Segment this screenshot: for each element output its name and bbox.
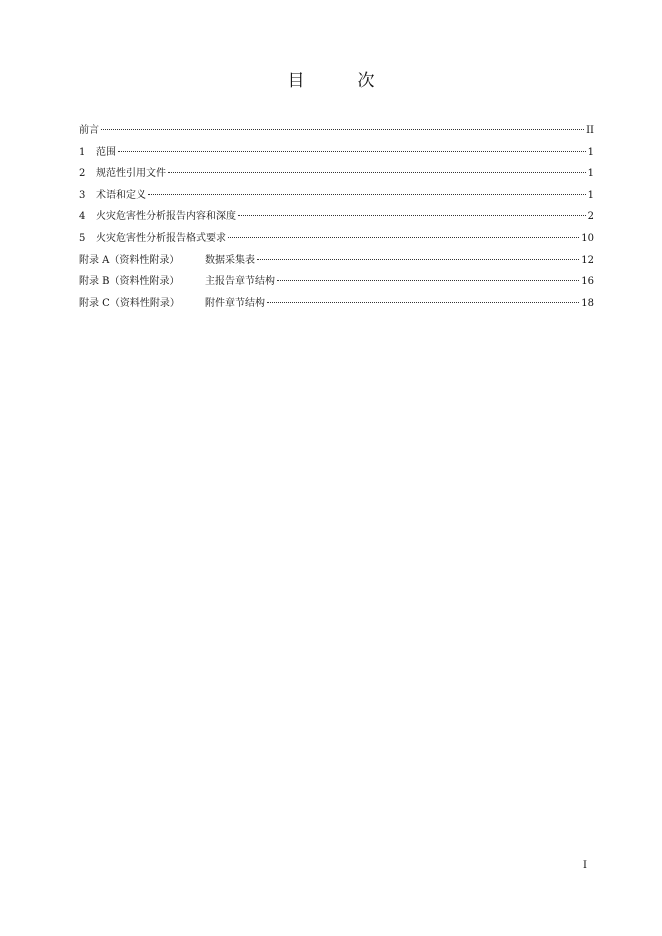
toc-entry-appendix-a[interactable]	[79, 254, 594, 276]
dot-leader	[101, 129, 584, 130]
toc-entry-normative-references[interactable]	[79, 167, 594, 189]
toc-entry-number: 3	[79, 189, 86, 201]
toc-entry-label: 规范性引用文件	[96, 168, 166, 180]
toc-entry-report-content-depth[interactable]	[79, 210, 594, 232]
toc-entry-appendix-prefix: 附录 A（资料性附录）	[79, 254, 180, 266]
toc-entry-label: 数据采集表	[205, 254, 255, 266]
footer-page-number: I	[583, 860, 587, 871]
toc-entry-appendix-prefix: 附录 C（资料性附录）	[79, 297, 180, 309]
table-of-contents	[79, 124, 594, 318]
toc-entry-report-format[interactable]	[79, 232, 594, 254]
dot-leader	[148, 194, 586, 195]
toc-entry-number: 5	[79, 232, 86, 244]
toc-entry-page: 1	[587, 189, 594, 201]
toc-entry-label: 前言	[79, 125, 99, 136]
toc-entry-foreword[interactable]	[79, 124, 594, 146]
toc-entry-appendix-c[interactable]	[79, 297, 594, 319]
toc-entry-scope[interactable]	[79, 146, 594, 168]
toc-entry-label: 术语和定义	[96, 189, 146, 201]
toc-entry-page: 1	[587, 146, 594, 158]
toc-entry-label: 范围	[96, 146, 116, 158]
toc-entry-label: 附件章节结构	[205, 297, 265, 309]
dot-leader	[267, 302, 579, 303]
dot-leader	[277, 280, 579, 281]
dot-leader	[257, 259, 579, 260]
toc-entry-page: 1	[587, 168, 594, 180]
toc-entry-page: 16	[581, 276, 594, 288]
toc-entry-label: 主报告章节结构	[205, 276, 275, 288]
toc-entry-page: II	[586, 125, 594, 136]
toc-entry-number: 4	[79, 211, 86, 223]
toc-entry-appendix-prefix: 附录 B（资料性附录）	[79, 276, 180, 288]
toc-entry-number: 2	[79, 168, 86, 180]
toc-entry-label: 火灾危害性分析报告内容和深度	[96, 211, 236, 223]
toc-entry-appendix-b[interactable]	[79, 275, 594, 297]
toc-entry-page: 12	[581, 254, 594, 266]
toc-entry-label: 火灾危害性分析报告格式要求	[96, 232, 226, 244]
toc-entry-page: 18	[581, 297, 594, 309]
dot-leader	[228, 237, 579, 238]
toc-entry-page: 10	[581, 232, 594, 244]
dot-leader	[238, 215, 586, 216]
dot-leader	[118, 151, 586, 152]
toc-entry-terms-definitions[interactable]	[79, 189, 594, 211]
page-title: 目 次	[287, 71, 393, 91]
toc-entry-page: 2	[587, 211, 594, 223]
dot-leader	[168, 172, 586, 173]
toc-entry-number: 1	[79, 146, 86, 158]
